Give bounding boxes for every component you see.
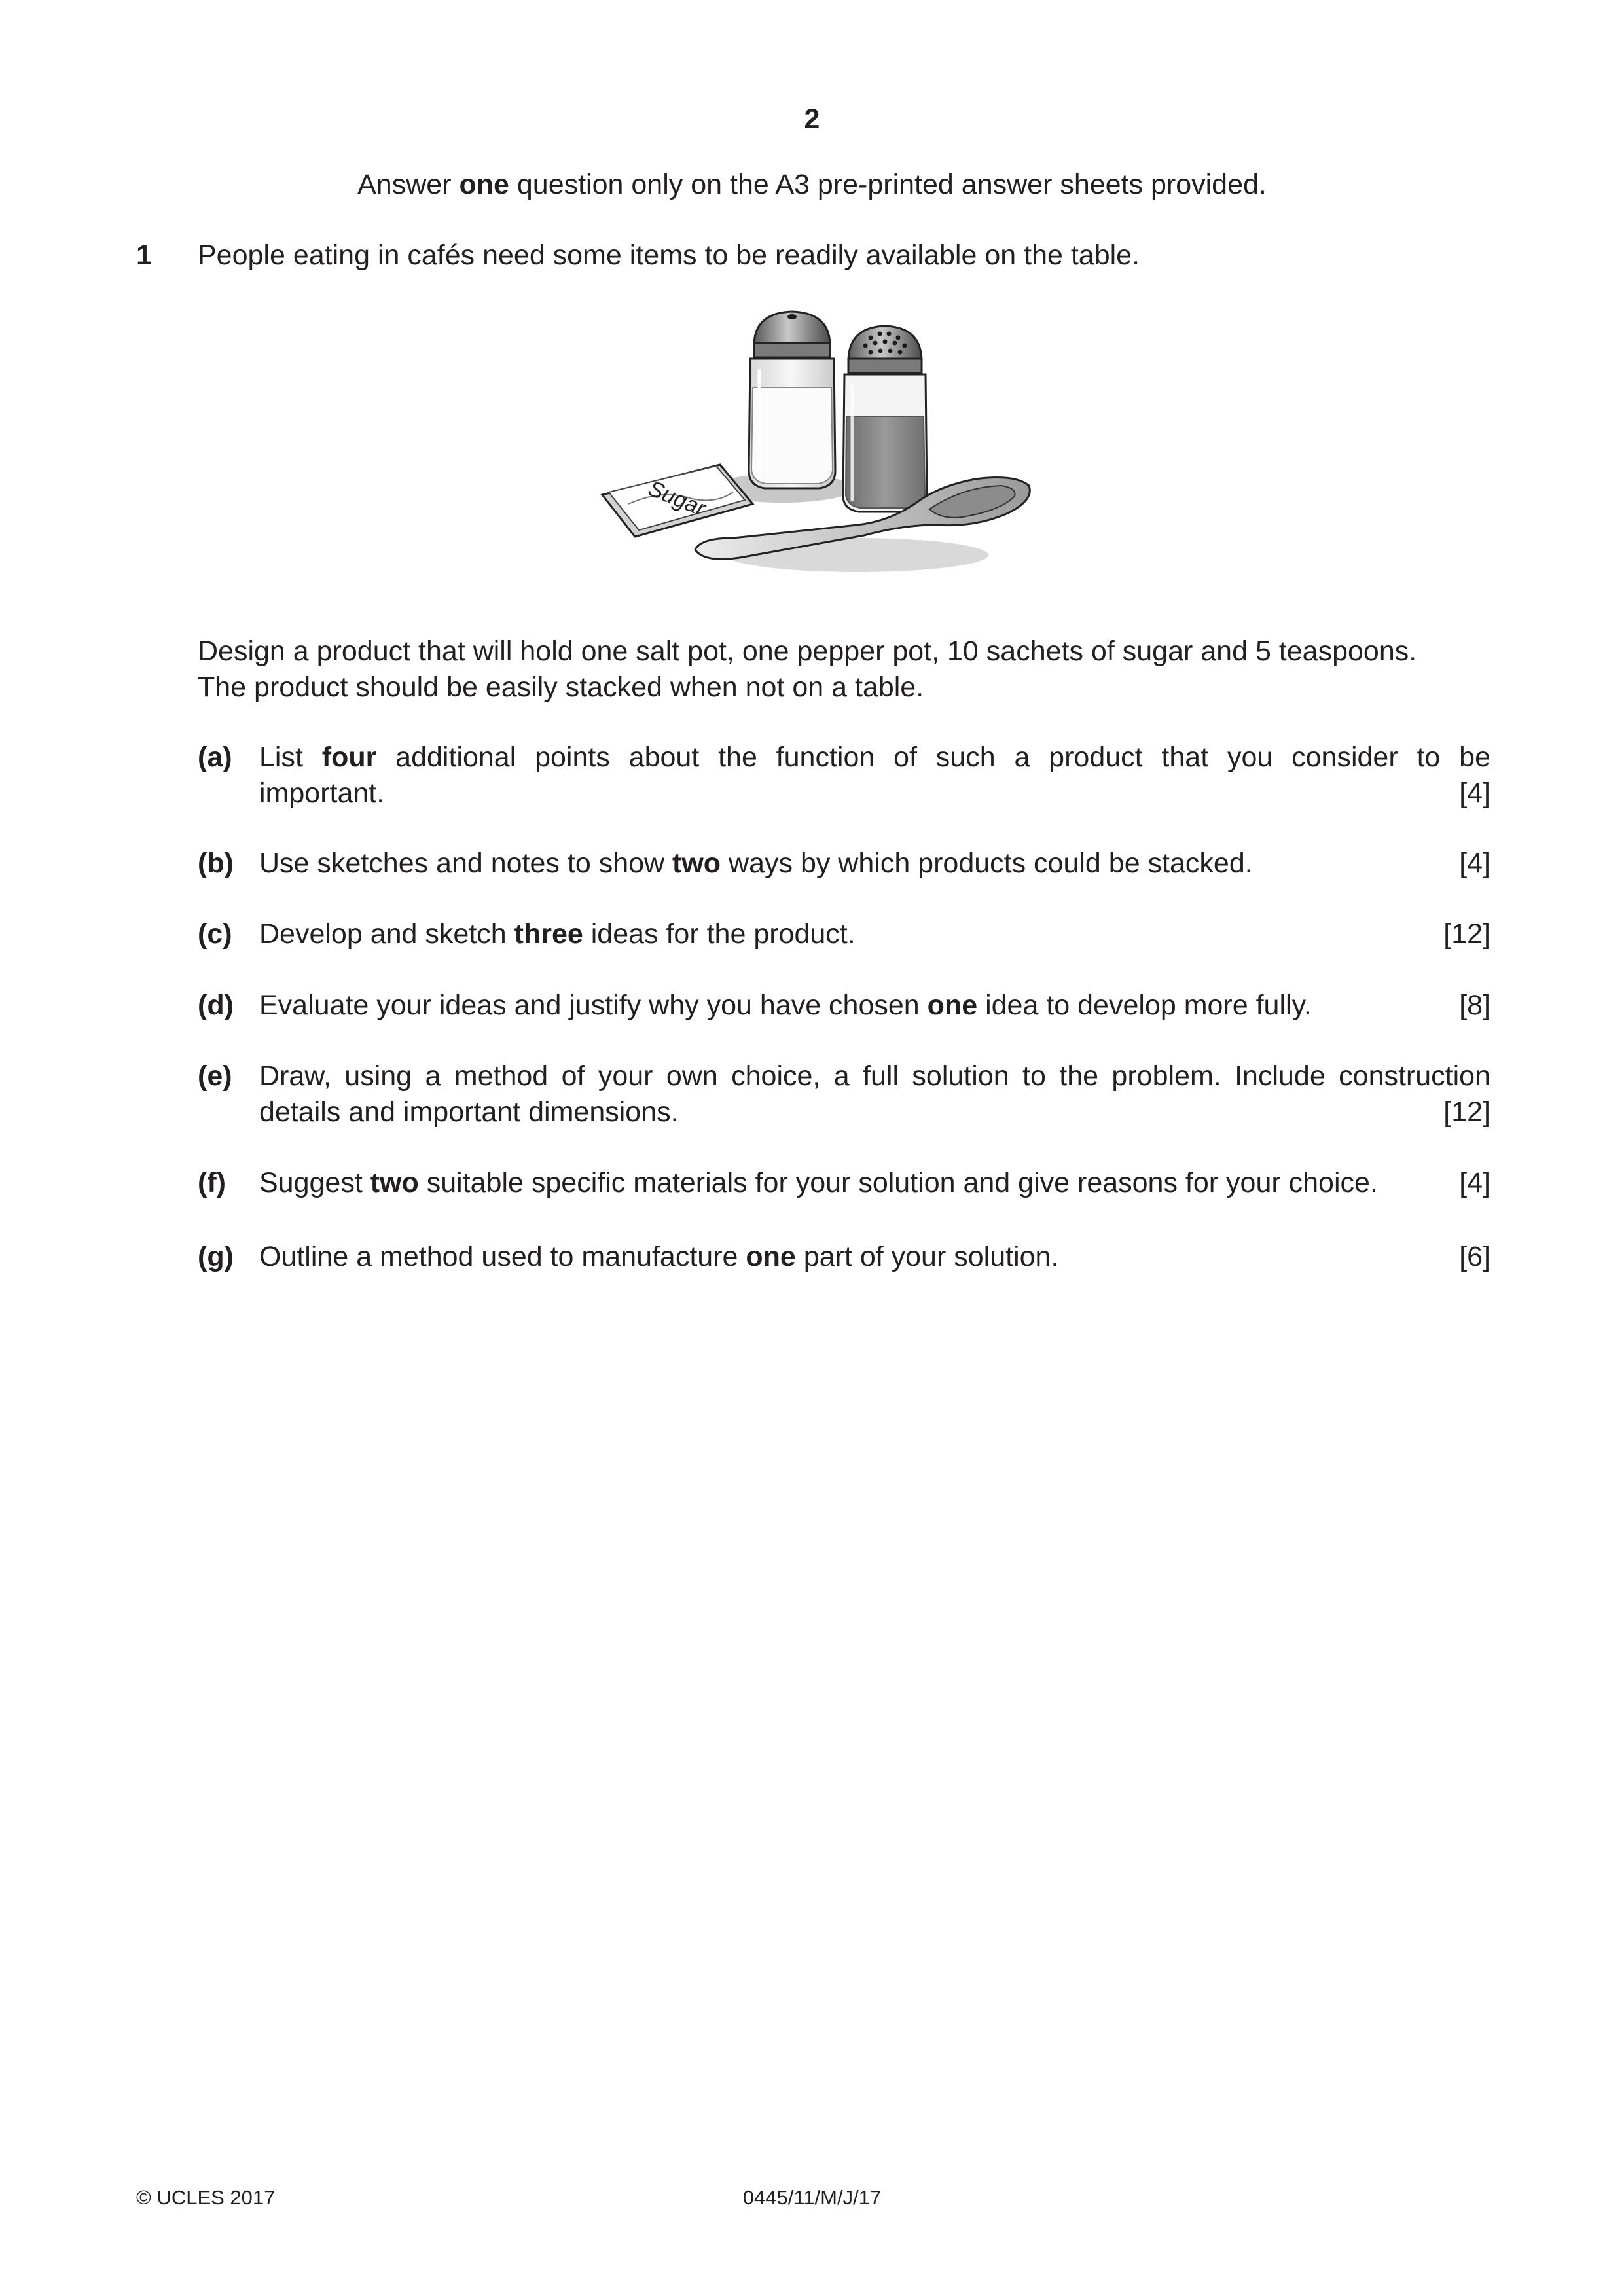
question-part-d xyxy=(198,988,1490,1024)
page-number: 2 xyxy=(804,103,820,135)
footer-copyright: © UCLES 2017 xyxy=(136,2186,276,2209)
salt-shaker xyxy=(749,312,835,488)
brief-line-2: The product should be easily stacked when not on a table. xyxy=(198,672,924,703)
part-marks: [4] xyxy=(1459,1167,1490,1198)
part-marks: [12] xyxy=(1443,1096,1490,1128)
part-marks: [4] xyxy=(1459,848,1490,879)
part-text: List four additional points about the function of such a product that you consider to be important. xyxy=(259,742,1490,809)
part-label: (g) xyxy=(198,1241,234,1272)
exam-instruction xyxy=(0,167,1624,203)
part-text-line-2: important. xyxy=(259,778,385,809)
design-brief xyxy=(198,634,1490,706)
part-label: (f) xyxy=(198,1167,226,1198)
instruction-text-after: question only on the A3 pre-printed answer sheets provided. xyxy=(509,169,1267,200)
pepper-shaker xyxy=(843,326,927,512)
part-text xyxy=(259,1058,1490,1130)
sachet-label: Sugar xyxy=(644,476,710,522)
sugar-sachet xyxy=(602,465,753,537)
part-text-line-2: details and important dimensions. xyxy=(259,1096,679,1128)
question-part-e xyxy=(198,1058,1490,1130)
part-label: (c) xyxy=(198,918,232,950)
part-text: Use sketches and notes to show two ways by which products could be stacked. xyxy=(259,848,1253,879)
part-text: Evaluate your ideas and justify why you have chosen one idea to develop more fully. xyxy=(259,990,1312,1021)
part-marks: [8] xyxy=(1459,990,1490,1021)
question-part-f xyxy=(198,1165,1490,1201)
instruction-text-before: Answer xyxy=(357,169,460,200)
part-text: Outline a method used to manufacture one part of your solution. xyxy=(259,1241,1059,1272)
question-part-b xyxy=(198,846,1490,882)
cafe-table-items-illustration xyxy=(583,301,1041,596)
question-part-c xyxy=(198,916,1490,952)
part-marks: [4] xyxy=(1459,778,1490,809)
question-intro: People eating in cafés need some items to be readily available on the table. xyxy=(198,240,1140,271)
part-label: (b) xyxy=(198,848,234,879)
instruction-emphasis: one xyxy=(459,169,509,200)
question-part-g xyxy=(198,1239,1490,1275)
brief-line-1: Design a product that will hold one salt pot, one pepper pot, 10 sachets of sugar and 5 teaspoons. xyxy=(198,636,1417,667)
part-marks: [12] xyxy=(1443,918,1490,950)
part-text: Develop and sketch three ideas for the product. xyxy=(259,918,856,950)
part-label: (e) xyxy=(198,1060,232,1092)
part-label: (a) xyxy=(198,742,232,773)
footer-paper-code: 0445/11/M/J/17 xyxy=(742,2186,882,2209)
question-number: 1 xyxy=(136,240,152,271)
question-part-a xyxy=(198,740,1490,812)
part-text-line-1: Draw, using a method of your own choice, a full solution to the problem. Include construction xyxy=(259,1060,1490,1092)
part-marks: [6] xyxy=(1459,1241,1490,1272)
part-label: (d) xyxy=(198,990,234,1021)
part-text: Suggest two suitable specific materials for your solution and give reasons for your choice. xyxy=(259,1167,1378,1198)
